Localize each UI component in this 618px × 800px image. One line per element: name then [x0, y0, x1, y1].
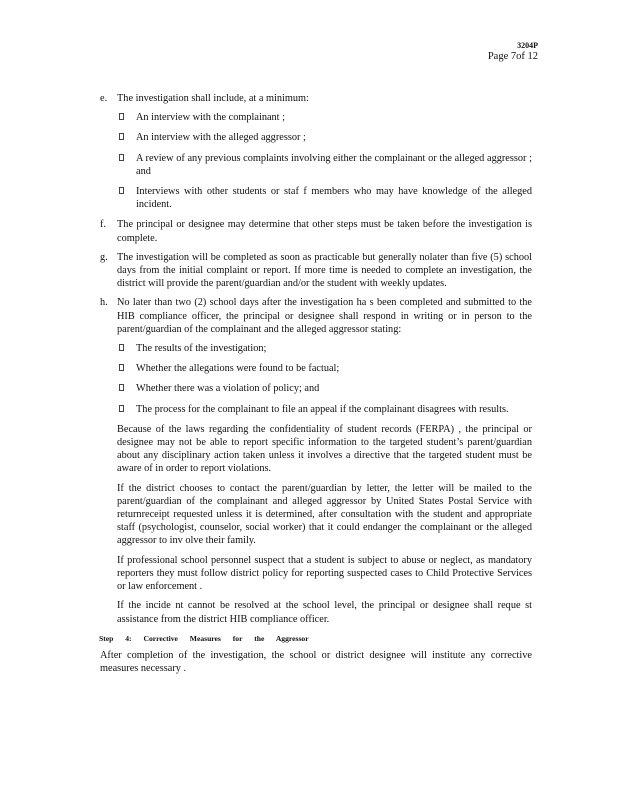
bullet-box-icon [119, 344, 124, 351]
bullet-text: Whether the allegations were found to be factual; [136, 363, 340, 375]
paragraph-letter: If the district chooses to contact the parent/guardian by letter, the letter will be mailed to the parent/guardian of the complainant and alleged aggressor by United States Postal Service with returnreceipt requested unless it is determined, after consultation with the student and appropriate staff (psychologist, counselor, social worker) that it could endanger the complainant or the alleged aggressor to inv olve their family. [117, 482, 532, 547]
list-item-f [100, 218, 532, 244]
bullet-text: An interview with the complainant ; [136, 112, 285, 124]
bullet-item [117, 382, 532, 395]
list-item-h [100, 296, 532, 415]
bullet-box-icon [119, 187, 124, 194]
list-item-g [100, 251, 532, 291]
paragraph-ferpa: Because of the laws regarding the confidentiality of student records (FERPA) , the principal or designee may not be able to report specific information to the targeted student’s parent/guardian about any disciplinary action taken unless it involves a directive that the targeted student must be aware of in order to report violations. [117, 423, 532, 475]
bullet-text: The process for the complainant to file an appeal if the complainant disagrees with results. [136, 403, 509, 415]
bullet-box-icon [119, 133, 124, 140]
document-body [100, 92, 532, 675]
bullet-item [117, 152, 532, 178]
item-label: e. [100, 93, 108, 104]
bullet-text: Interviews with other students or staf f members who may have knowledge of the alleged incident. [136, 186, 532, 211]
bullet-item [117, 342, 532, 355]
bullet-box-icon [119, 405, 124, 412]
bullet-item [117, 131, 532, 144]
bullet-box-icon [119, 384, 124, 391]
bullet-list [117, 342, 532, 416]
bullet-box-icon [119, 113, 124, 120]
list-item-e [100, 92, 532, 211]
paragraph-abuse: If professional school personnel suspect that a student is subject to abuse or neglect, as mandatory reporters they must follow district policy for reporting suspected cases to Child Protective Services or law enforcement . [117, 554, 532, 593]
section-heading-step4: Step 4: Corrective Measures for the Aggressor [99, 633, 309, 643]
item-label: g. [100, 251, 108, 263]
policy-code: 3204P [517, 41, 538, 50]
item-text: No later than two (2) school days after the investigation ha s been completed and submitted to the HIB compliance officer, the principal or designee shall respond in writing or in person to the parent/guardian of the complainant and the alleged aggressor stating: [117, 297, 532, 335]
bullet-item [117, 185, 532, 211]
item-label: f. [100, 219, 107, 231]
item-text: The investigation shall include, at a minimum: [117, 93, 309, 104]
paragraph-assistance: If the incide nt cannot be resolved at the school level, the principal or designee shall reque st assistance from the district HIB compliance officer. [117, 600, 532, 625]
bullet-item [117, 362, 532, 375]
item-text: The principal or designee may determine that other steps must be taken before the investigation is complete. [117, 219, 532, 244]
bullet-box-icon [119, 154, 124, 161]
bullet-text: An interview with the alleged aggressor ; [136, 132, 306, 144]
bullet-list [117, 111, 532, 211]
page-number: Page 7of 12 [487, 51, 538, 62]
paragraph-corrective: After completion of the investigation, the school or district designee will institute any corrective measures necessary . [100, 649, 532, 675]
bullet-item [117, 111, 532, 124]
bullet-text: Whether there was a violation of policy; and [136, 383, 320, 395]
item-text: The investigation will be completed as soon as practicable but generally nolater than five (5) school days from the initial complaint or report. If more time is needed to complete an investigation, the district will provide the parent/guardian and/or the student with weekly updates. [117, 251, 532, 290]
bullet-text: The results of the investigation; [136, 343, 267, 355]
bullet-text: A review of any previous complaints involving either the complainant or the alleged aggressor ; and [136, 152, 532, 177]
item-label: h. [100, 297, 108, 309]
bullet-item [117, 403, 532, 416]
bullet-box-icon [119, 364, 124, 371]
